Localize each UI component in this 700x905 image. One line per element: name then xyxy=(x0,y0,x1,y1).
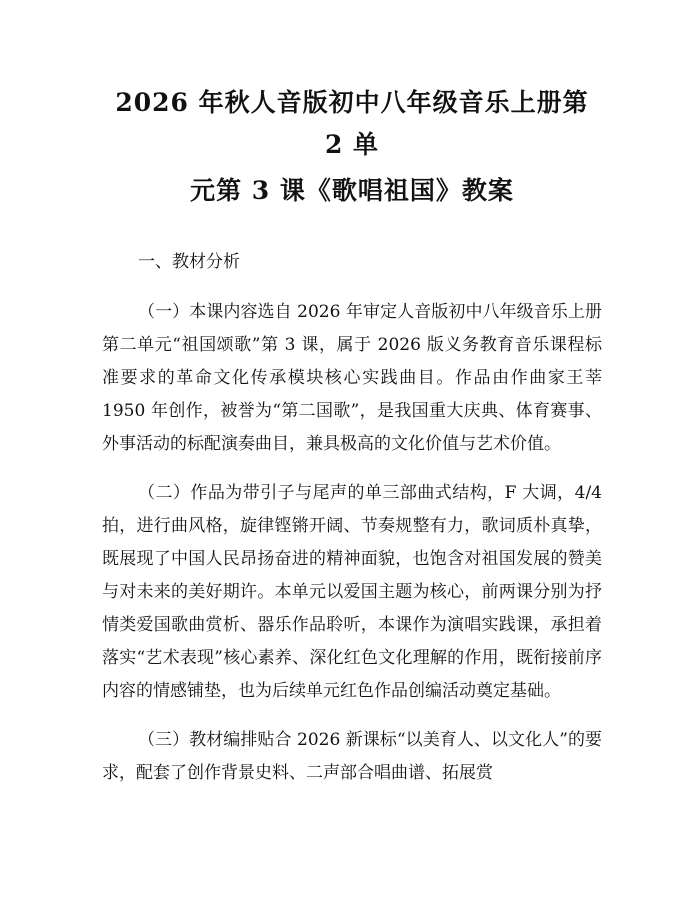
paragraph-1: （一）本课内容选自 2026 年审定人音版初中八年级音乐上册第二单元“祖国颂歌”第 3 课，属于 2026 版义务教育音乐课程标准要求的革命文化传承模块核心实践曲目。作品由作曲家王莘 1950 年创作，被誉为“第二国歌”，是我国重大庆典、体育赛事、外事活动的标配演奏曲目，兼具极高的文化价值与艺术价值。 xyxy=(102,302,602,454)
document-title-line-1: 2026 年秋人音版初中八年级音乐上册第 2 单 xyxy=(115,88,589,159)
paragraph-2: （二）作品为带引子与尾声的单三部曲式结构，F 大调，4/4 拍，进行曲风格，旋律铿锵开阔、节奏规整有力，歌词质朴真挚，既展现了中国人民昂扬奋进的精神面貌，也饱含对祖国发展的赞美与对未来的美好期许。本单元以爱国主题为核心，前两课分别为抒情类爱国歌曲赏析、器乐作品聆听，本课作为演唱实践课，承担着落实“艺术表现”核心素养、深化红色文化理解的作用，既衔接前序内容的情感铺垫，也为后续单元红色作品创编活动奠定基础。 xyxy=(102,483,602,701)
paragraph-3: （三）教材编排贴合 2026 新课标“以美育人、以文化人”的要求，配套了创作背景史料、二声部合唱曲谱、拓展赏 xyxy=(102,730,602,783)
document-title xyxy=(102,82,602,212)
document-title-line-2: 元第 3 课《歌唱祖国》教案 xyxy=(190,176,514,205)
section-heading-textbook-analysis: 一、教材分析 xyxy=(138,252,240,272)
